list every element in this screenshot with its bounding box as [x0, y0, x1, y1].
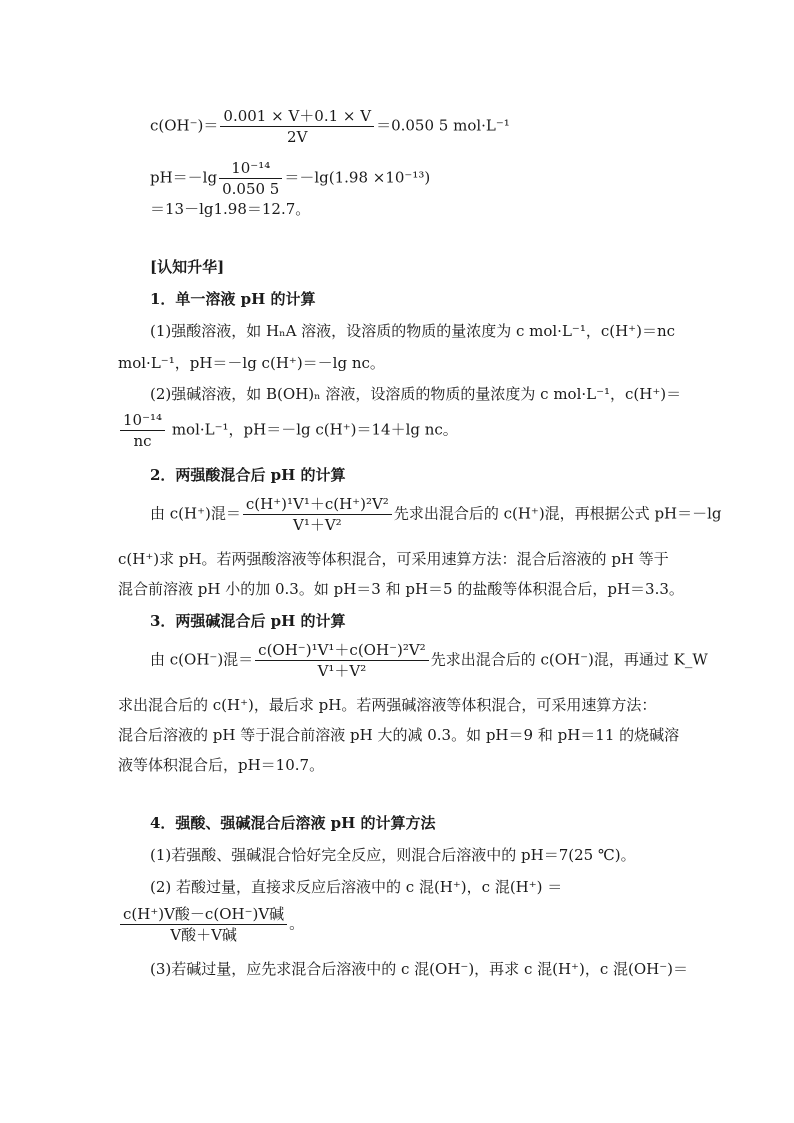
s3-fraction-den: V¹＋V²	[317, 662, 367, 680]
s1-para1-line1: (1)强酸溶液，如 HₙA 溶液，设溶质的物质的量浓度为 c mol·L⁻¹，c(H⁺)＝nc	[150, 322, 676, 340]
equation-ph	[150, 158, 430, 199]
s2-fraction-den: V¹＋V²	[292, 516, 342, 534]
s2-line2: c(H⁺)求 pH。若两强酸溶液等体积混合，可采用速算方法：混合后溶液的 pH 等于	[118, 550, 669, 568]
s1-fraction	[120, 410, 165, 451]
s1-fraction-den: nc	[133, 432, 152, 450]
s1-para1-line2: mol·L⁻¹，pH＝－lg c(H⁺)＝－lg nc。	[118, 354, 385, 372]
s4-fraction-den: V酸＋V碱	[170, 926, 237, 944]
s3-line1	[150, 640, 708, 681]
s1-para2-line1: (2)强碱溶液，如 B(OH)ₙ 溶液，设溶质的物质的量浓度为 c mol·L⁻¹，c(H⁺)＝	[150, 385, 682, 403]
eq2-denominator: 0.050 5	[222, 180, 280, 198]
s4-para1: (1)若强酸、强碱混合恰好完全反应，则混合后溶液中的 pH＝7(25 ℃)。	[150, 846, 636, 864]
section-title: [认知升华]	[150, 258, 225, 276]
s4-para2: (2) 若酸过量，直接求反应后溶液中的 c 混(H⁺)，c 混(H⁺) ＝	[150, 878, 563, 896]
s4-fraction-num: c(H⁺)V酸－c(OH⁻)V碱	[120, 904, 287, 925]
heading-1: 1．单一溶液 pH 的计算	[150, 290, 316, 308]
s2-line3: 混合前溶液 pH 小的加 0.3。如 pH＝3 和 pH＝5 的盐酸等体积混合后，pH＝3.3。	[118, 580, 684, 598]
eq1-denominator: 2V	[287, 128, 308, 146]
s2-fraction-num: c(H⁺)¹V¹＋c(H⁺)²V²	[243, 494, 392, 515]
s3-line2: 求出混合后的 c(H⁺)，最后求 pH。若两强碱溶液等体积混合，可采用速算方法：	[118, 696, 657, 714]
s4-fraction	[120, 904, 287, 945]
eq1-numerator: 0.001 × V＋0.1 × V	[220, 106, 374, 127]
eq2-rhs: ＝－lg(1.98 ×10⁻¹³)	[284, 168, 431, 187]
s2-fraction	[243, 494, 392, 535]
s2-line1	[150, 494, 722, 535]
equation-oh-concentration	[150, 106, 510, 147]
s4-para2-end: 。	[289, 914, 305, 933]
s3-line4: 液等体积混合后，pH＝10.7。	[118, 756, 325, 774]
eq2-numerator: 10⁻¹⁴	[219, 158, 282, 179]
s3-line1-end: 先求出混合后的 c(OH⁻)混，再通过 K_W	[430, 650, 708, 669]
eq1-fraction	[220, 106, 374, 147]
eq1-rhs: ＝0.050 5 mol·L⁻¹	[376, 116, 510, 135]
s2-line1-start: 由 c(H⁺)混＝	[150, 504, 241, 523]
heading-4: 4．强酸、强碱混合后溶液 pH 的计算方法	[150, 814, 436, 832]
s3-fraction	[255, 640, 429, 681]
s3-line3: 混合后溶液的 pH 等于混合前溶液 pH 大的减 0.3。如 pH＝9 和 pH＝11 的烧碱溶	[118, 726, 680, 744]
s2-line1-end: 先求出混合后的 c(H⁺)混，再根据公式 pH＝－lg	[393, 504, 722, 523]
s1-para2-line2	[118, 410, 458, 451]
eq2-lhs: pH＝－lg	[150, 168, 218, 187]
eq1-lhs: c(OH⁻)＝	[150, 116, 219, 135]
s1-fraction-num: 10⁻¹⁴	[120, 410, 165, 431]
heading-2: 2．两强酸混合后 pH 的计算	[150, 466, 346, 484]
s4-para3: (3)若碱过量，应先求混合后溶液中的 c 混(OH⁻)，再求 c 混(H⁺)，c 混(OH⁻)＝	[150, 960, 688, 978]
s3-line1-start: 由 c(OH⁻)混＝	[150, 650, 254, 669]
s4-para2-formula	[118, 904, 304, 945]
equation-result: ＝13－lg1.98＝12.7。	[150, 200, 311, 218]
heading-3: 3．两强碱混合后 pH 的计算	[150, 612, 346, 630]
eq2-fraction	[219, 158, 282, 199]
s1-para2-rest: mol·L⁻¹，pH＝－lg c(H⁺)＝14＋lg nc。	[171, 420, 458, 439]
s3-fraction-num: c(OH⁻)¹V¹＋c(OH⁻)²V²	[255, 640, 429, 661]
